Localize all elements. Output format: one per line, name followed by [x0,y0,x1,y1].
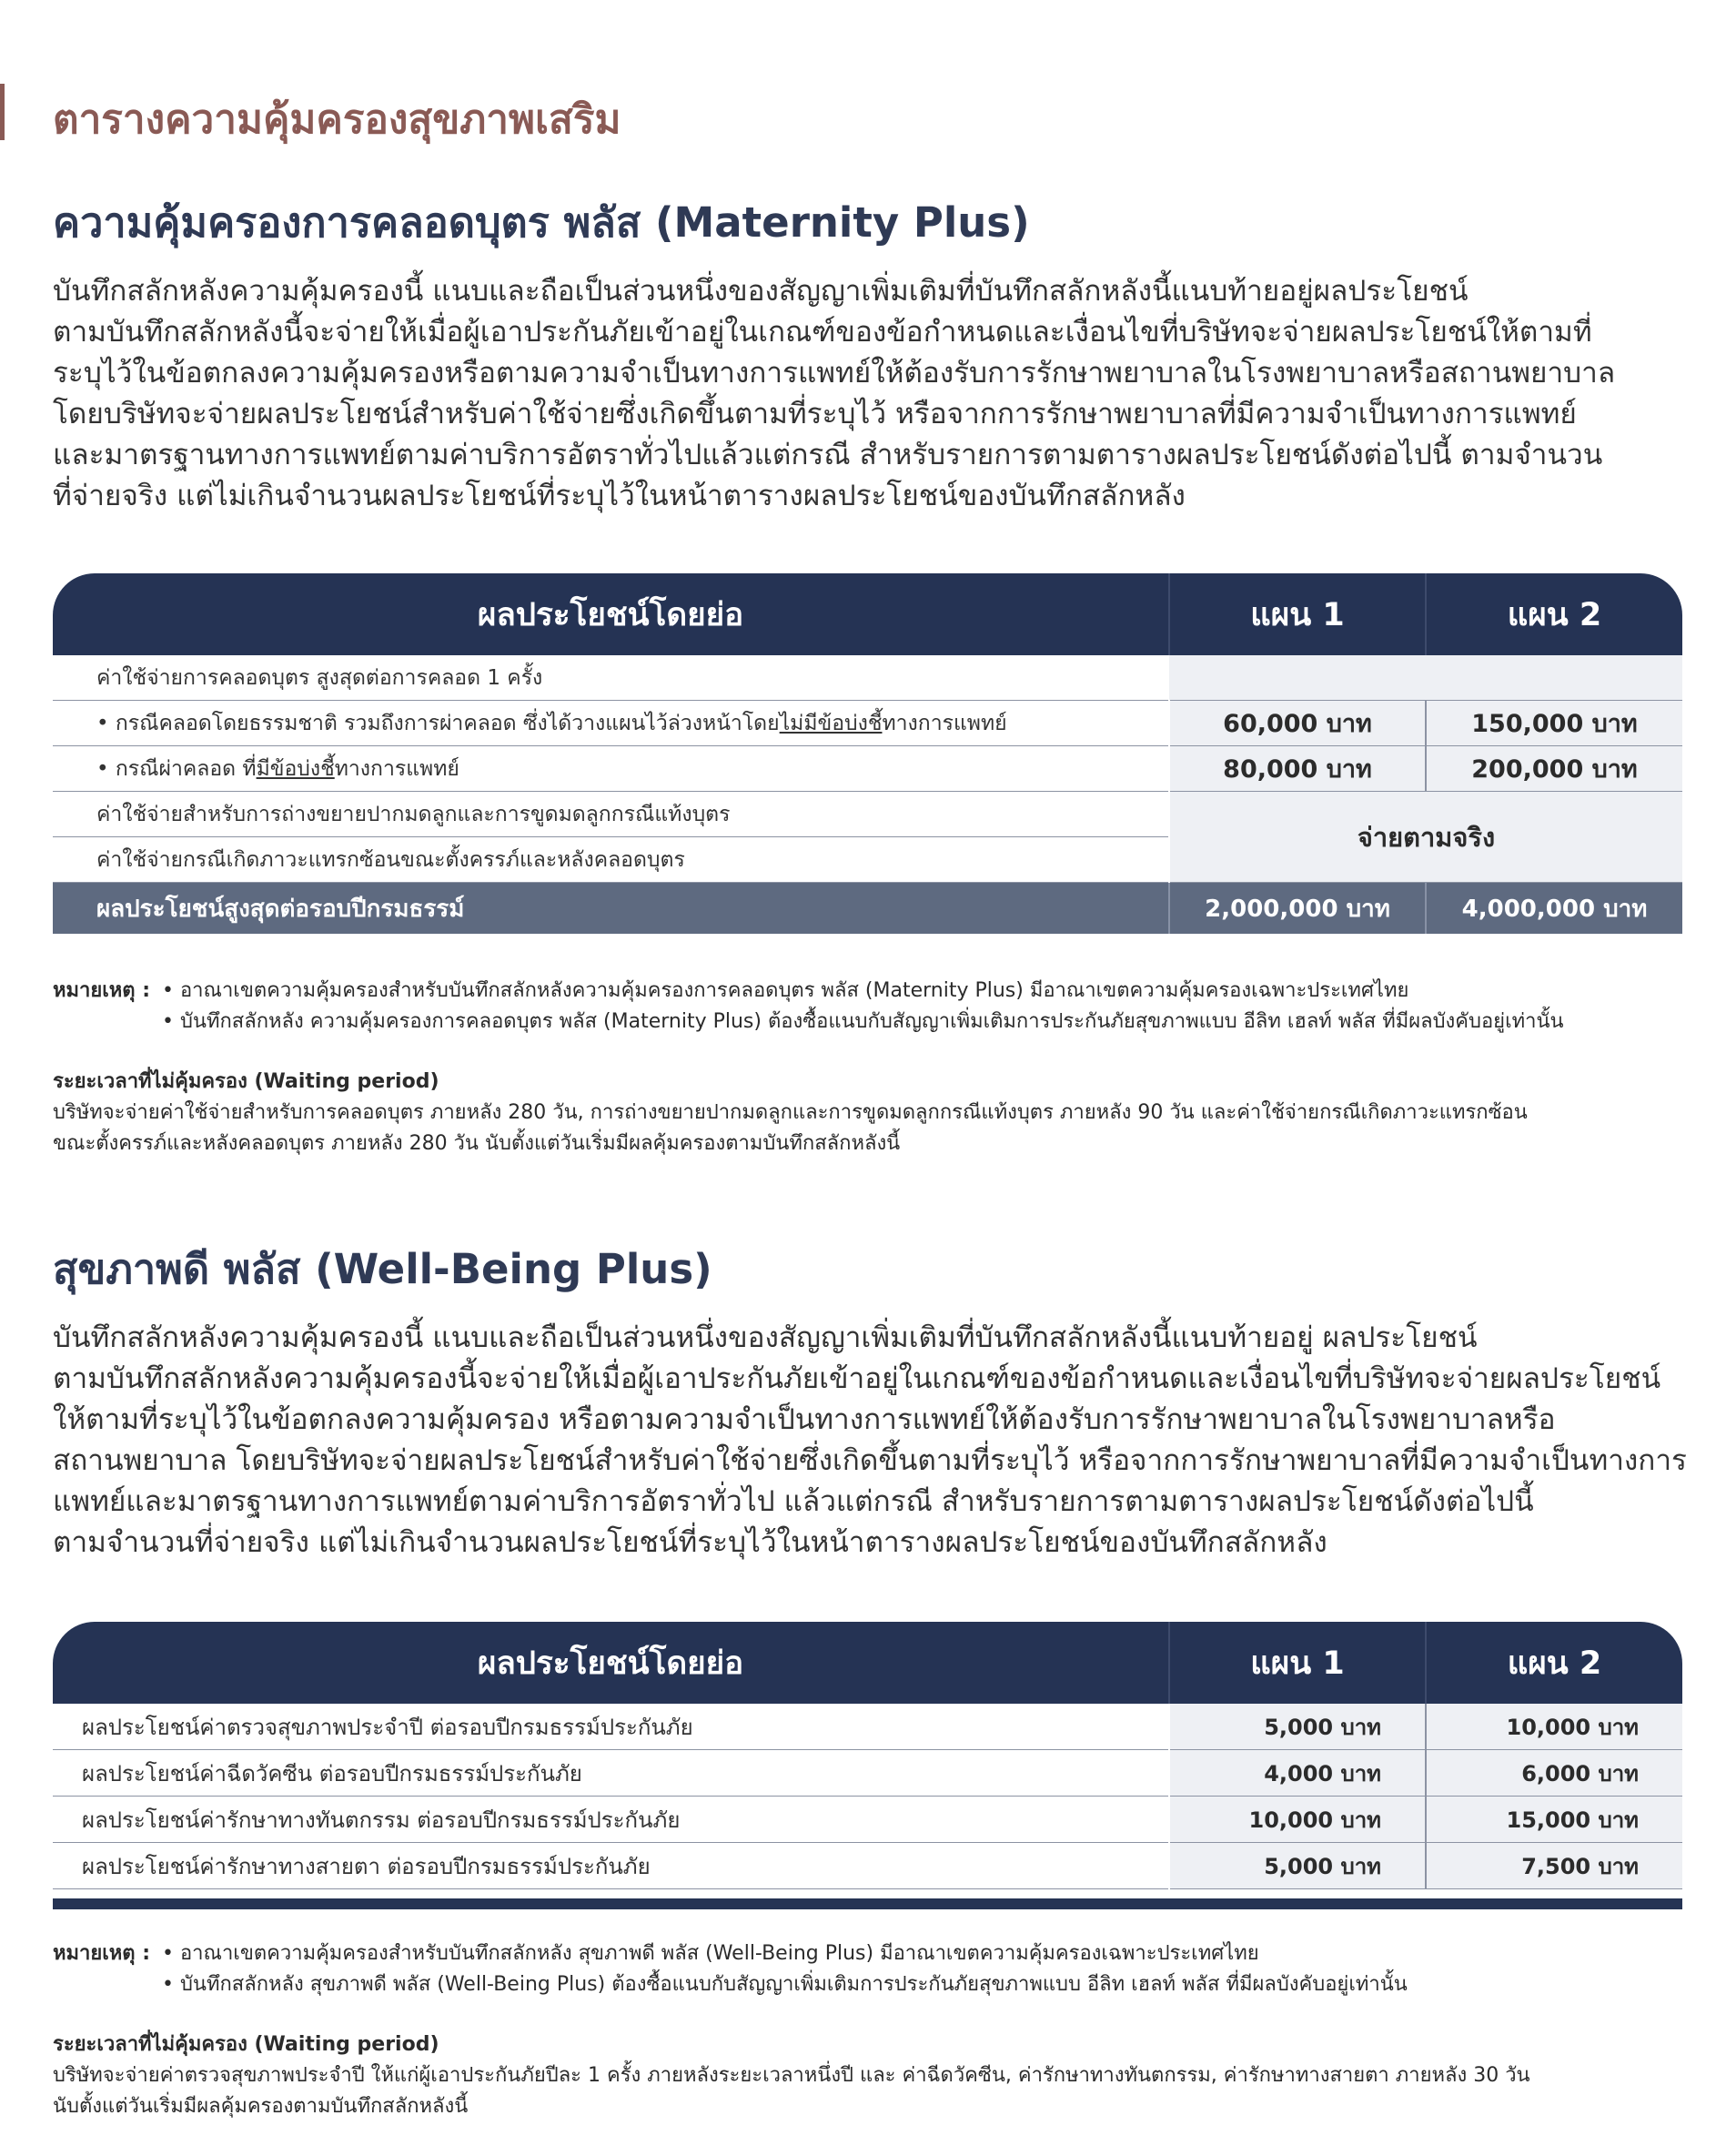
row-label: ผลประโยชน์ค่ารักษาทางสายตา ต่อรอบปีกรมธรรม์ประกันภัย [53,1843,1169,1889]
table-row [53,1704,1682,1750]
waiting-line: นับตั้งแต่วันเริ่มมีผลคุ้มครองตามบันทึกสลักหลังนี้ [53,2095,469,2118]
plan-1-value: 60,000 บาท [1169,701,1426,746]
maternity-title: ความคุ้มครองการคลอดบุตร พลัส (Maternity Plus) [53,198,1030,247]
maternity-waiting [53,1067,1691,1159]
header-plan-1: แผน 1 [1169,1622,1426,1704]
table-row [53,1750,1682,1797]
plan-1-value: 5,000 บาท [1169,1843,1426,1889]
empty-cell [1169,655,1682,701]
maternity-section [53,189,1681,517]
plan-2-value: 7,500 บาท [1426,1843,1682,1889]
note-label: หมายเหตุ : [53,1942,151,1965]
plan-2-value: 6,000 บาท [1426,1750,1682,1797]
label-part: • กรณีผ่าคลอด ที่ [96,756,257,781]
row-label: ค่าใช้จ่ายกรณีเกิดภาวะแทรกซ้อนขณะตั้งครรภ์และหลังคลอดบุตร [53,837,1169,883]
table-row [53,701,1682,746]
table-bottom-bar [53,1898,1682,1909]
plan-2-value: 10,000 บาท [1426,1704,1682,1750]
header-plan-2: แผน 2 [1426,573,1682,655]
underlined-term: มีข้อบ่งชี้ [256,756,335,781]
plan-2-value: 150,000 บาท [1426,701,1682,746]
underlined-term: ไม่มีข้อบ่งชี้ [779,711,883,735]
table-row [53,1797,1682,1843]
row-label: ผลประโยชน์ค่าฉีดวัคซีน ต่อรอบปีกรมธรรม์ประกันภัย [53,1750,1169,1797]
total-label: ผลประโยชน์สูงสุดต่อรอบปีกรมธรรม์ [53,883,1169,935]
label-part: ทางการแพทย์ [334,756,459,781]
table-header-row [53,573,1682,655]
maternity-intro [53,271,1681,517]
table-header-row [53,1622,1682,1704]
note-item: • อาณาเขตความคุ้มครองสำหรับบันทึกสลักหลัง สุขภาพดี พลัส (Well-Being Plus) มีอาณาเขตความคุ้มครองเฉพาะประเทศไทย [162,1942,1259,1965]
total-plan-2: 4,000,000 บาท [1426,883,1682,935]
row-label: ค่าใช้จ่ายการคลอดบุตร สูงสุดต่อการคลอด 1 ครั้ง [53,655,1169,701]
title-accent-bar [0,84,5,140]
row-label: ผลประโยชน์ค่าตรวจสุขภาพประจำปี ต่อรอบปีกรมธรรม์ประกันภัย [53,1704,1169,1750]
row-label: ผลประโยชน์ค่ารักษาทางทันตกรรม ต่อรอบปีกรมธรรม์ประกันภัย [53,1797,1169,1843]
table-row [53,1843,1682,1889]
wellbeing-notes [53,1938,1691,2000]
intro-line: สถานพยาบาล โดยบริษัทจะจ่ายผลประโยชน์สำหรับค่าใช้จ่ายซึ่งเกิดขึ้นตามที่ระบุไว้ หรือจากการรักษาพยาบาลที่มีความจำเป็นทางการ [53,1444,1687,1477]
maternity-notes [53,976,1691,1038]
intro-line: แพทย์และมาตรฐานทางการแพทย์ตามค่าบริการอัตราทั่วไป แล้วแต่กรณี สำหรับรายการตามตารางผลประโยชน์ดังต่อไปนี้ [53,1485,1534,1518]
intro-line: ตามบันทึกสลักหลังความคุ้มครองนี้จะจ่ายให้เมื่อผู้เอาประกันภัยเข้าอยู่ในเกณฑ์ของข้อกำหนดและเงื่อนไขที่บริษัทจะจ่ายผลประโยชน์ [53,1362,1661,1395]
table-row [53,655,1682,701]
intro-line: ตามจำนวนที่จ่ายจริง แต่ไม่เกินจำนวนผลประโยชน์ที่ระบุไว้ในหน้าตารางผลประโยชน์ของบันทึกสลักหลัง [53,1526,1327,1559]
page-title: ตารางความคุ้มครองสุขภาพเสริม [53,96,621,143]
intro-line: โดยบริษัทจะจ่ายผลประโยชน์สำหรับค่าใช้จ่ายซึ่งเกิดขึ้นตามที่ระบุไว้ หรือจากการรักษาพยาบาลที่มีความจำเป็นทางการแพทย์ [53,398,1577,430]
header-benefit: ผลประโยชน์โดยย่อ [53,1622,1169,1704]
waiting-title: ระยะเวลาที่ไม่คุ้มครอง (Waiting period) [53,2033,439,2056]
label-part: • กรณีคลอดโดยธรรมชาติ รวมถึงการผ่าคลอด ซึ่งได้วางแผนไว้ล่วงหน้าโดย [96,711,780,735]
waiting-line: บริษัทจะจ่ายค่าตรวจสุขภาพประจำปี ให้แก่ผู้เอาประกันภัยปีละ 1 ครั้ง ภายหลังระยะเวลาหนึ่งปี และ ค่าฉีดวัคซีน, ค่ารักษาทางทันตกรรม, ค่ารักษาทางสายตา ภายหลัง 30 วัน [53,2064,1530,2087]
intro-line: ระบุไว้ในข้อตกลงความคุ้มครองหรือตามความจำเป็นทางการแพทย์ให้ต้องรับการรักษาพยาบาลในโรงพยาบาลหรือสถานพยาบาล [53,357,1616,390]
wellbeing-waiting [53,2029,1691,2122]
total-plan-1: 2,000,000 บาท [1169,883,1426,935]
header-benefit: ผลประโยชน์โดยย่อ [53,573,1169,655]
plan-1-value: 80,000 บาท [1169,746,1426,792]
header-plan-1: แผน 1 [1169,573,1426,655]
maternity-benefit-table [53,573,1682,934]
plan-1-value: 4,000 บาท [1169,1750,1426,1797]
label-part: ทางการแพทย์ [882,711,1007,735]
waiting-line: บริษัทจะจ่ายค่าใช้จ่ายสำหรับการคลอดบุตร ภายหลัง 280 วัน, การถ่างขยายปากมดลูกและการขูดมดลูกกรณีแท้งบุตร ภายหลัง 90 วัน และค่าใช้จ่ายกรณีเกิดภาวะแทรกซ้อน [53,1101,1528,1124]
wellbeing-intro [53,1318,1687,1564]
plan-2-value: 200,000 บาท [1426,746,1682,792]
wellbeing-benefit-table [53,1622,1682,1889]
intro-line: ให้ตามที่ระบุไว้ในข้อตกลงความคุ้มครอง หรือตามความจำเป็นทางการแพทย์ให้ต้องรับการรักษาพยาบาลในโรงพยาบาลหรือ [53,1403,1556,1436]
waiting-title: ระยะเวลาที่ไม่คุ้มครอง (Waiting period) [53,1070,439,1093]
note-item: • อาณาเขตความคุ้มครองสำหรับบันทึกสลักหลังความคุ้มครองการคลอดบุตร พลัส (Maternity Plus) มีอาณาเขตความคุ้มครองเฉพาะประเทศไทย [162,979,1409,1002]
note-item: • บันทึกสลักหลัง สุขภาพดี พลัส (Well-Being Plus) ต้องซื้อแนบกับสัญญาเพิ่มเติมการประกันภัยสุขภาพแบบ อีลิท เฮลท์ พลัส ที่มีผลบังคับอยู่เท่านั้น [162,1973,1408,1996]
intro-line: บันทึกสลักหลังความคุ้มครองนี้ แนบและถือเป็นส่วนหนึ่งของสัญญาเพิ่มเติมที่บันทึกสลักหลังนี้แนบท้ายอยู่ ผลประโยชน์ [53,1321,1478,1354]
table-row [53,746,1682,792]
plan-1-value: 5,000 บาท [1169,1704,1426,1750]
wellbeing-title: สุขภาพดี พลัส (Well-Being Plus) [53,1245,712,1293]
intro-line: ตามบันทึกสลักหลังนี้จะจ่ายให้เมื่อผู้เอาประกันภัยเข้าอยู่ในเกณฑ์ของข้อกำหนดและเงื่อนไขที่บริษัทจะจ่ายผลประโยชน์ให้ตามที่ [53,316,1592,349]
intro-line: และมาตรฐานทางการแพทย์ตามค่าบริการอัตราทั่วไปแล้วแต่กรณี สำหรับรายการตามตารางผลประโยชน์ดังต่อไปนี้ ตามจำนวน [53,439,1603,471]
row-label: ค่าใช้จ่ายสำหรับการถ่างขยายปากมดลูกและการขูดมดลูกกรณีแท้งบุตร [53,792,1169,837]
intro-line: ที่จ่ายจริง แต่ไม่เกินจำนวนผลประโยชน์ที่ระบุไว้ในหน้าตารางผลประโยชน์ของบันทึกสลักหลัง [53,480,1186,512]
wellbeing-section [53,1236,1687,1564]
note-row [53,976,1691,1007]
intro-line: บันทึกสลักหลังความคุ้มครองนี้ แนบและถือเป็นส่วนหนึ่งของสัญญาเพิ่มเติมที่บันทึกสลักหลังนี้แนบท้ายอยู่ผลประโยชน์ [53,275,1469,308]
total-row [53,883,1682,935]
plan-1-value: 10,000 บาท [1169,1797,1426,1843]
row-label [53,701,1169,746]
note-row [53,1938,1691,1969]
table-row [53,792,1682,837]
waiting-line: ขณะตั้งครรภ์และหลังคลอดบุตร ภายหลัง 280 วัน นับตั้งแต่วันเริ่มมีผลคุ้มครองตามบันทึกสลักหลังนี้ [53,1132,901,1155]
header-plan-2: แผน 2 [1426,1622,1682,1704]
note-label: หมายเหตุ : [53,979,151,1002]
row-label [53,746,1169,792]
note-item: • บันทึกสลักหลัง ความคุ้มครองการคลอดบุตร พลัส (Maternity Plus) ต้องซื้อแนบกับสัญญาเพิ่มเติมการประกันภัยสุขภาพแบบ อีลิท เฮลท์ พลัส ที่มีผลบังคับอยู่เท่านั้น [162,1010,1564,1033]
pay-actual-cell: จ่ายตามจริง [1169,792,1682,883]
plan-2-value: 15,000 บาท [1426,1797,1682,1843]
